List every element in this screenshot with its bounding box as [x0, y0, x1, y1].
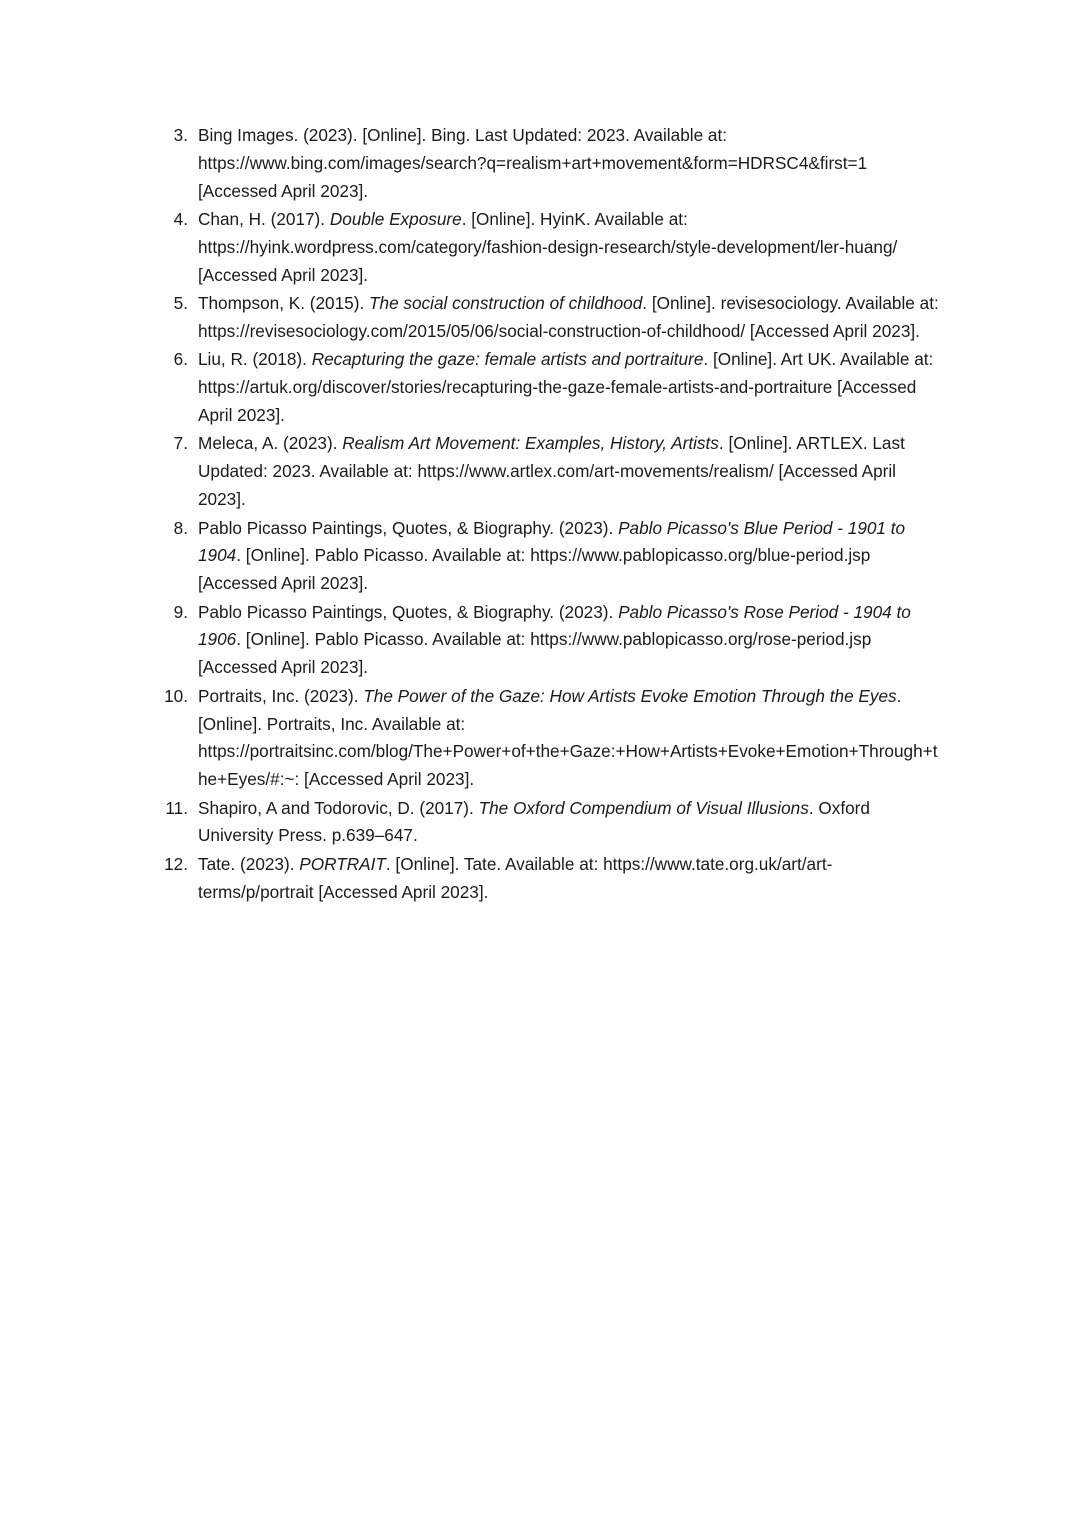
reference-text-segment: Meleca, A. (2023). [198, 433, 343, 454]
reference-number: 3. [173, 125, 188, 145]
reference-number: 5. [173, 293, 188, 314]
reference-text-segment: . [Online]. revisesociology. Available at: https://revisesociology.com/2015/05/06/social-construction-of-childhood/ [Accessed April 2023]. [198, 293, 939, 342]
reference-title-italic: PORTRAIT [299, 853, 386, 874]
reference-text [198, 599, 940, 683]
reference-text [198, 795, 940, 851]
reference-title-italic: The social construction of childhood [369, 293, 643, 314]
reference-text-segment: . [Online]. Tate. Available at: https://www.tate.org.uk/art/art-terms/p/portrait [Accessed April 2023]. [198, 853, 833, 902]
reference-number: 7. [173, 433, 188, 454]
reference-item [150, 290, 940, 346]
reference-item [150, 430, 940, 514]
reference-text [198, 515, 940, 599]
reference-text-segment: Shapiro, A and Todorovic, D. (2017). [198, 797, 479, 818]
reference-text-segment: Pablo Picasso Paintings, Quotes, & Biography. (2023). [198, 601, 619, 622]
reference-text-segment: Tate. (2023). [198, 853, 300, 874]
reference-text [198, 683, 940, 794]
reference-item [150, 851, 940, 907]
reference-number: 9. [173, 601, 188, 622]
reference-number: 8. [173, 517, 188, 538]
reference-list-container [150, 122, 940, 907]
reference-text-segment: Chan, H. (2017). [198, 209, 330, 230]
reference-list [150, 122, 940, 907]
reference-number: 11. [165, 797, 188, 818]
reference-item [150, 346, 940, 430]
reference-text-segment: . [Online]. Pablo Picasso. Available at: https://www.pablopicasso.org/rose-period.jsp [Accessed April 2023]. [198, 629, 872, 678]
reference-text [198, 851, 940, 907]
reference-item [150, 515, 940, 599]
reference-title-italic: Recapturing the gaze: female artists and portraiture [311, 349, 704, 370]
reference-text [198, 290, 940, 346]
reference-title-italic: Pablo Picasso's Rose Period - 1904 to 1906 [198, 601, 911, 650]
reference-item [150, 206, 940, 290]
reference-text-segment: . [Online]. Portraits, Inc. Available at: https://portraitsinc.com/blog/The+Power+of+the+Gaze:+How+Artists+Evoke+Emotion+Through+the+Eyes/#:~: [Accessed April 2023]. [198, 685, 938, 790]
reference-item [150, 122, 940, 206]
reference-text-segment: Pablo Picasso Paintings, Quotes, & Biography. (2023). [198, 517, 619, 538]
reference-number: 12. [164, 853, 188, 874]
reference-text-segment: . Oxford University Press. p.639–647. [198, 797, 870, 846]
reference-item [150, 683, 940, 794]
reference-text-segment: . [Online]. Art UK. Available at: https://artuk.org/discover/stories/recapturing-the-gaze-female-artists-and-portraiture [Accessed April 2023]. [198, 349, 934, 426]
reference-text-segment: . [Online]. Pablo Picasso. Available at: https://www.pablopicasso.org/blue-period.jsp [Accessed April 2023]. [198, 545, 871, 594]
reference-number: 4. [173, 209, 188, 230]
reference-text [198, 346, 940, 430]
reference-text-segment: Bing Images. (2023). [Online]. Bing. Last Updated: 2023. Available at: https://www.bing.com/images/search?q=realism+art+movement&form=HDRSC4&first=1 [Accessed April 2023]. [198, 125, 868, 201]
reference-text [198, 206, 940, 290]
reference-title-italic: The Oxford Compendium of Visual Illusions [478, 797, 809, 818]
reference-text [198, 430, 940, 514]
reference-text-segment: . [Online]. HyinK. Available at: https://hyink.wordpress.com/category/fashion-design-research/style-development/ler-huang/ [Accessed April 2023]. [198, 209, 898, 285]
reference-text-segment: Liu, R. (2018). [198, 349, 312, 370]
reference-item [150, 599, 940, 683]
reference-number: 6. [173, 349, 188, 370]
reference-title-italic: Pablo Picasso's Blue Period - 1901 to 1904 [198, 517, 906, 566]
reference-item [150, 795, 940, 851]
reference-text-segment: Thompson, K. (2015). [198, 293, 370, 314]
reference-text-segment: . [Online]. ARTLEX. Last Updated: 2023. Available at: https://www.artlex.com/art-movements/realism/ [Accessed April 2023]. [198, 433, 905, 510]
reference-number: 10. [164, 685, 188, 706]
reference-title-italic: The Power of the Gaze: How Artists Evoke Emotion Through the Eyes [363, 685, 897, 706]
reference-title-italic: Double Exposure [329, 209, 462, 230]
reference-text-segment: Portraits, Inc. (2023). [198, 685, 364, 706]
reference-title-italic: Realism Art Movement: Examples, History, Artists [342, 433, 719, 454]
reference-text [198, 122, 940, 206]
